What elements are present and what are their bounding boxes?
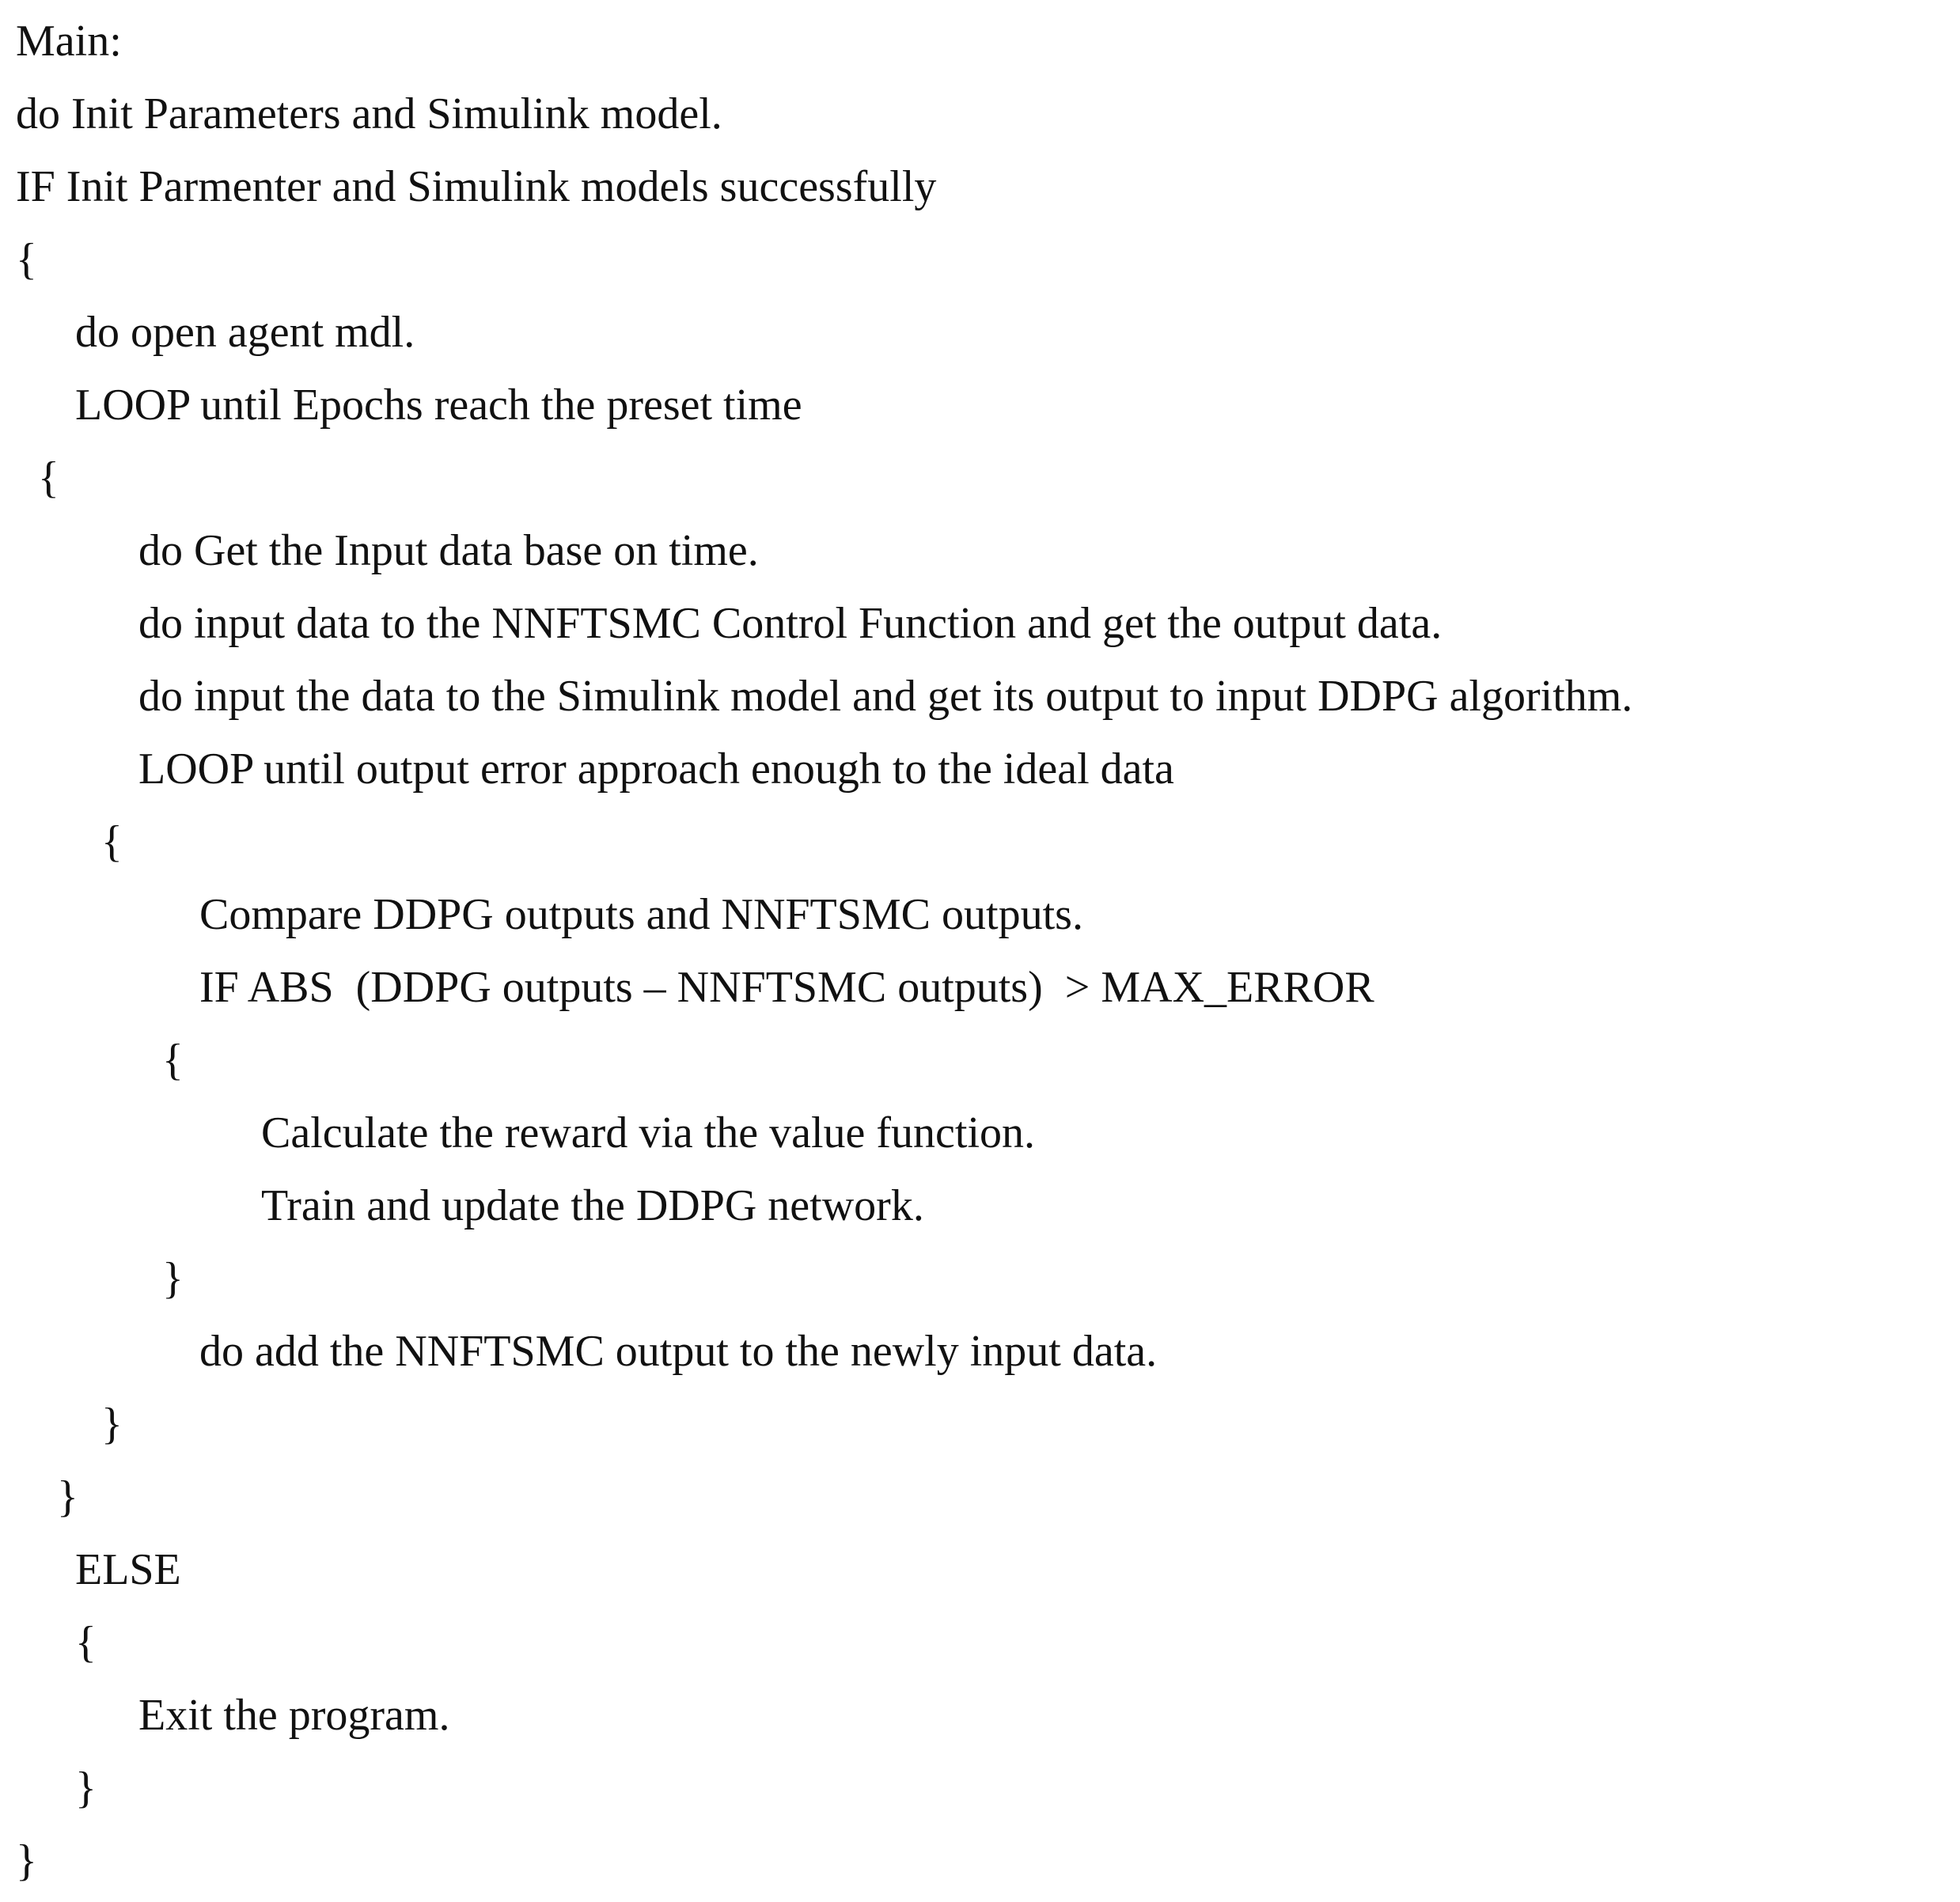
code-line: Calculate the reward via the value function. (261, 1108, 1036, 1157)
code-line: do Get the Input data base on time. (138, 526, 759, 575)
code-line: { (162, 1036, 184, 1085)
code-line: { (101, 817, 123, 866)
code-line: { (16, 235, 37, 284)
code-line: Train and update the DDPG network. (261, 1181, 924, 1230)
code-line: Exit the program. (138, 1691, 450, 1740)
code-line: do input data to the NNFTSMC Control Function and get the output data. (138, 599, 1443, 648)
code-line: } (16, 1836, 37, 1885)
code-line: IF Init Parmenter and Simulink models successfully (16, 162, 937, 211)
code-line: LOOP until output error approach enough to the ideal data (138, 745, 1174, 794)
code-line: { (75, 1618, 97, 1667)
code-line: } (75, 1764, 97, 1813)
code-line: Main: (16, 17, 122, 66)
code-line: do input the data to the Simulink model and get its output to input DDPG algorithm. (138, 672, 1633, 721)
code-line: } (162, 1254, 184, 1303)
code-line: IF ABS (DDPG outputs – NNFTSMC outputs) > MAX_ERROR (199, 963, 1374, 1012)
code-line: } (57, 1472, 78, 1521)
code-line: LOOP until Epochs reach the preset time (75, 381, 802, 430)
code-line: do add the NNFTSMC output to the newly input data. (199, 1327, 1158, 1376)
code-line: } (101, 1400, 123, 1449)
code-line: ELSE (75, 1545, 181, 1594)
pseudocode-block (0, 5, 1960, 1897)
code-line: { (38, 453, 59, 502)
code-line: do open agent mdl. (75, 308, 415, 357)
code-line: do Init Parameters and Simulink model. (16, 89, 722, 138)
code-line: Compare DDPG outputs and NNFTSMC outputs. (199, 890, 1083, 939)
